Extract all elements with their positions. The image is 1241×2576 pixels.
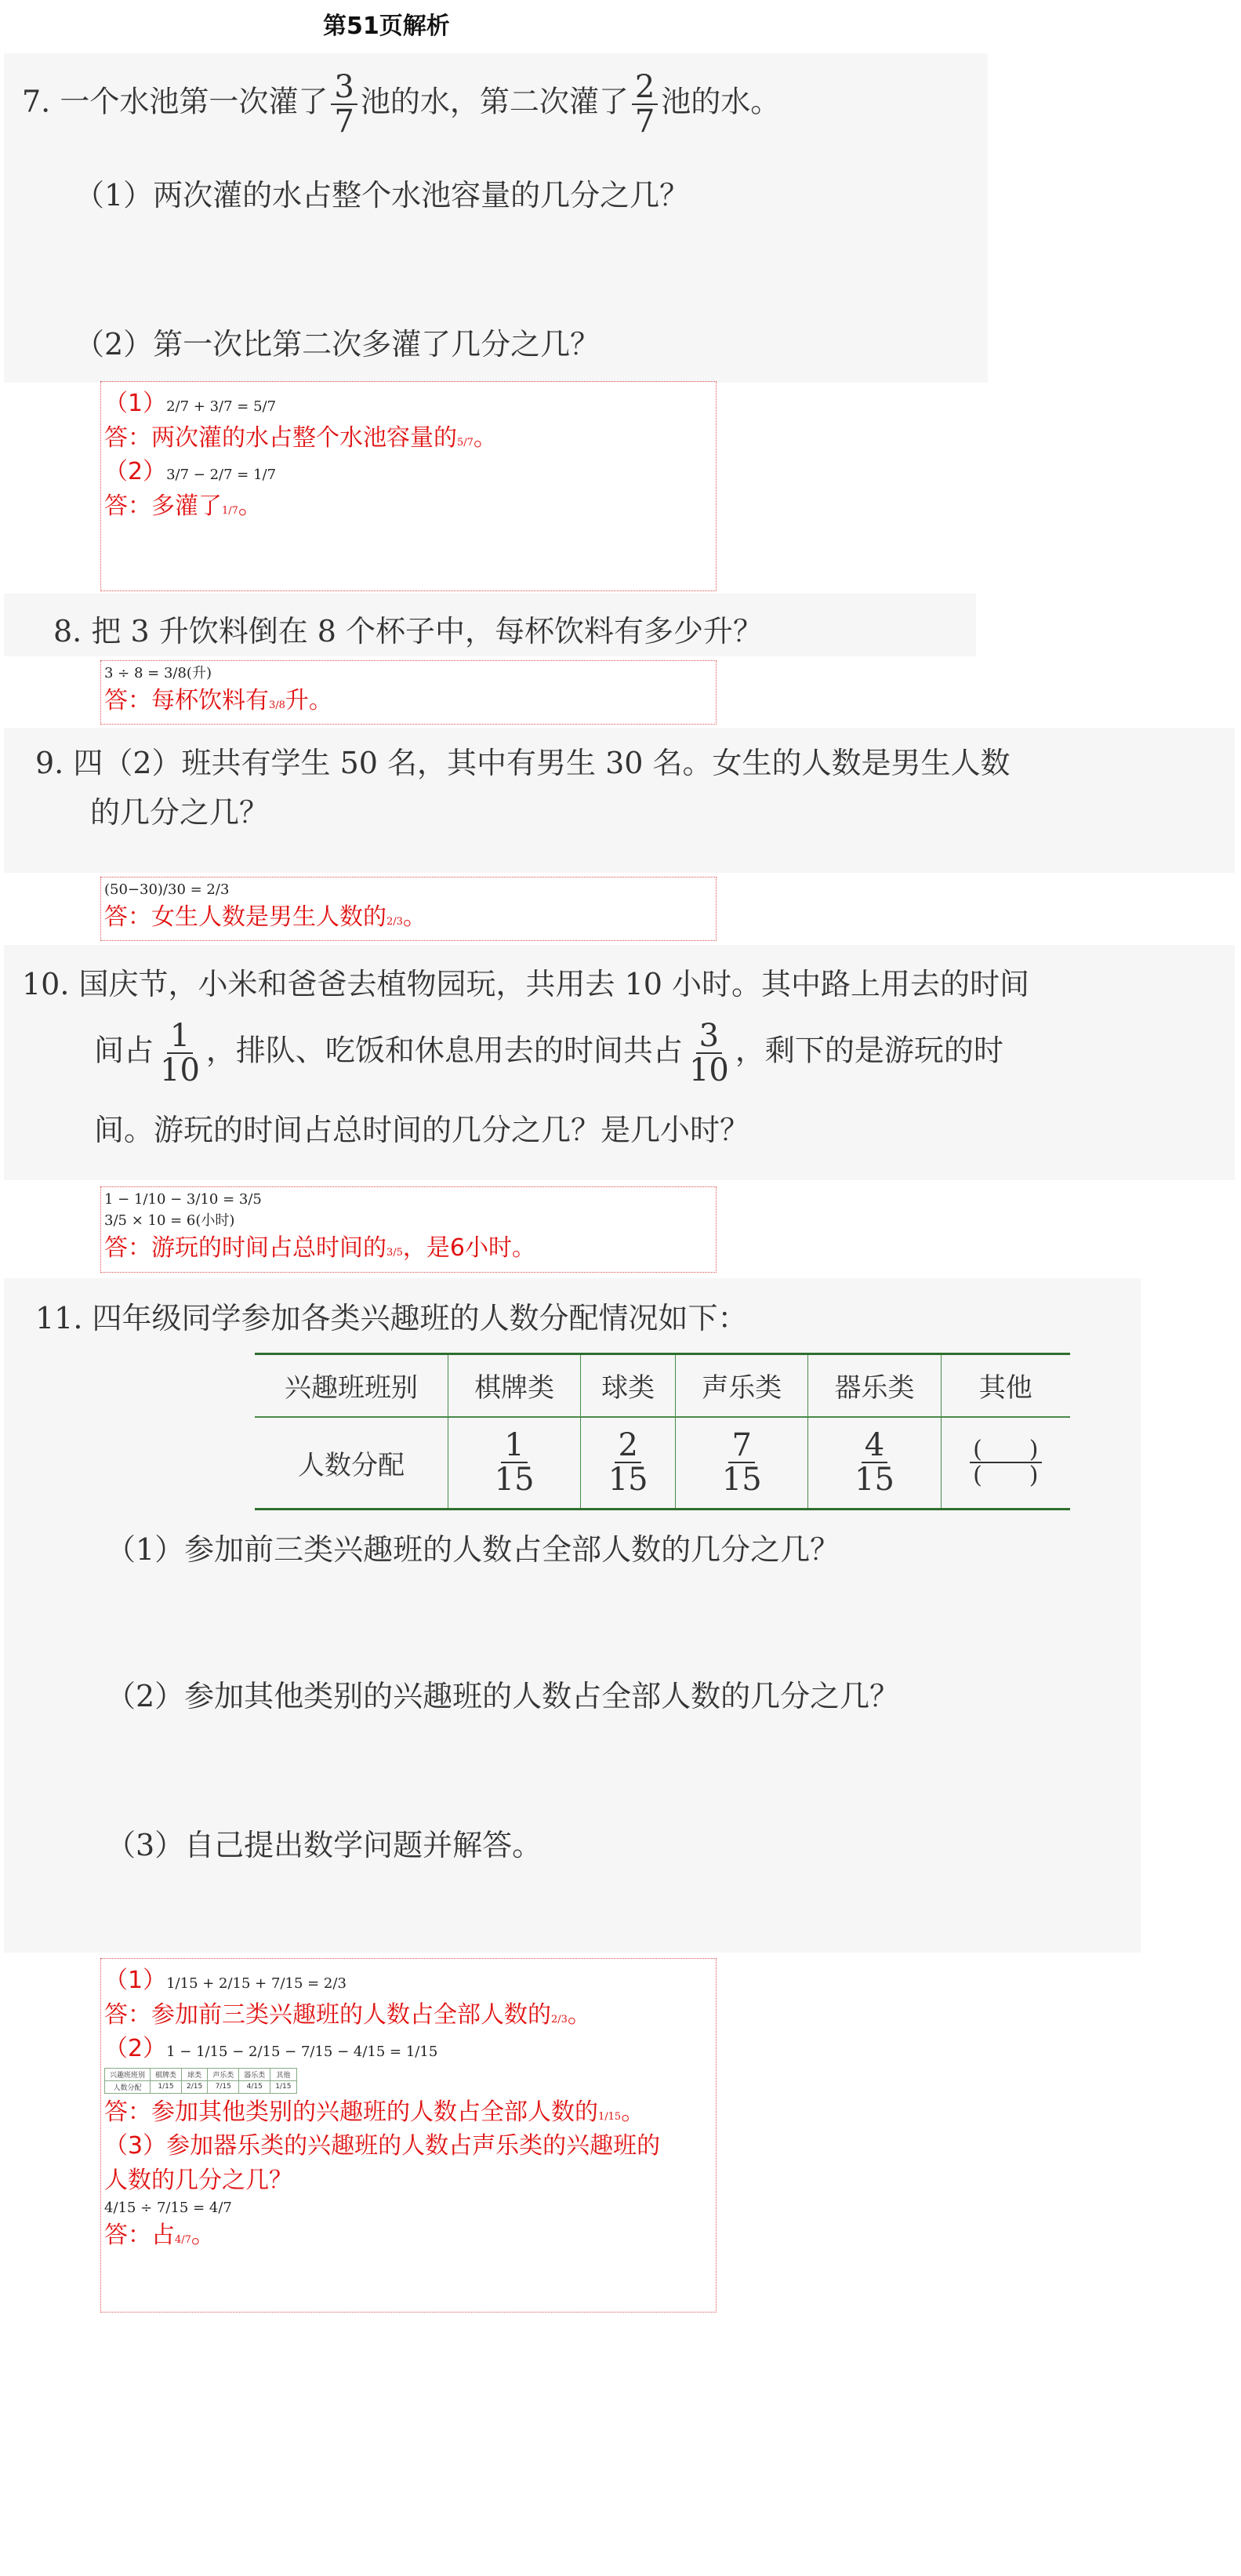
q7-stem — [22, 71, 780, 138]
q11-sub2: （2）参加其他类别的兴趣班的人数占全部人数的几分之几？ — [106, 1679, 900, 1713]
table-cell-chess: $\frac{1}{15}$ — [448, 1417, 581, 1510]
q8-answer-conclusion: 答：每杯饮料有3/8升。 — [104, 687, 332, 714]
table-cell-vocal: $\frac{7}{15}$ — [676, 1417, 808, 1510]
table-cell-ball: $\frac{2}{15}$ — [581, 1417, 676, 1510]
q11-sub3: （3）自己提出数学问题并解答。 — [106, 1828, 542, 1862]
q10-line1 — [22, 966, 1029, 1004]
q10-line3: 间。游玩的时间占总时间的几分之几？是几小时？ — [94, 1113, 750, 1147]
q7-text-c: 池的水。 — [661, 84, 781, 119]
table-cell-instrumental: $\frac{4}{15}$ — [808, 1417, 941, 1510]
q11-answer-p2-math: 1 − 1/15 − 2/15 − 7/15 − 4/15 = 1/15 — [166, 2044, 438, 2060]
table-header-vocal: 声乐类 — [676, 1354, 808, 1417]
q7-answer-p2: （2）3/7 − 2/7 = 1/7 — [104, 458, 277, 485]
q11-stem — [35, 1300, 748, 1338]
q10-number: 10. — [22, 967, 70, 1001]
q7-fraction-1: $\frac{3}{7}$ — [331, 71, 357, 138]
q11-answer-p3-conclusion: 答：占4/7。 — [104, 2222, 215, 2249]
q11-number: 11. — [35, 1301, 83, 1335]
table-header-chess: 棋牌类 — [448, 1354, 581, 1417]
table-header-instrumental: 器乐类 — [808, 1354, 941, 1417]
q11-answer-p3-question-1: （3）参加器乐类的兴趣班的人数占声乐类的兴趣班的 — [104, 2132, 661, 2160]
q9-number: 9. — [35, 746, 64, 780]
q7-fraction-2: $\frac{2}{7}$ — [632, 71, 658, 138]
q7-text-a: 一个水池第一次灌了 — [60, 84, 328, 119]
q8-answer-box — [100, 660, 717, 725]
q8-number: 8. — [53, 614, 82, 649]
q10-line2: 间占 $\frac{1}{10}$ ，排队、吃饭和休息用去的时间共占 $\frac{3}{10}$ ，剩下的是游玩的时 — [94, 1018, 1003, 1088]
q7-number: 7. — [22, 84, 51, 119]
table-header-other: 其他 — [941, 1354, 1070, 1417]
q9-answer-math: (50−30)/30 = 2/3 — [104, 881, 230, 898]
q10-answer-math-2: 3/5 × 10 = 6(小时) — [104, 1212, 235, 1229]
q11-interest-table — [255, 1353, 1070, 1510]
q10-fraction-2: $\frac{3}{10}$ — [688, 1018, 729, 1088]
q8-text: 把 3 升饮料倒在 8 个杯子中，每杯饮料有多少升？ — [91, 614, 764, 649]
table-row-label: 人数分配 — [255, 1417, 448, 1510]
q9-answer-box — [100, 877, 717, 941]
q7-sub2: （2）第一次比第二次多灌了几分之几？ — [74, 327, 601, 362]
q10-answer-box — [100, 1186, 717, 1273]
q8-answer-math: 3 ÷ 8 = 3/8(升) — [104, 665, 212, 681]
q10-fraction-1: $\frac{1}{10}$ — [160, 1018, 200, 1088]
q9-line1 — [35, 745, 1011, 783]
q11-answer-p2-conclusion: 答：参加其他类别的兴趣班的人数占全部人数的1/15。 — [104, 2098, 645, 2126]
q11-answer-p1: （1）1/15 + 2/15 + 7/15 = 2/3 — [104, 1967, 347, 1994]
q11-answer-p1-math: 1/15 + 2/15 + 7/15 = 2/3 — [166, 1975, 347, 1992]
q11-answer-p2: （2）1 − 1/15 − 2/15 − 7/15 − 4/15 = 1/15 — [104, 2035, 438, 2062]
q10-text-1: 国庆节，小米和爸爸去植物园玩，共用去 10 小时。其中路上用去的时间 — [78, 967, 1030, 1001]
q11-text: 四年级同学参加各类兴趣班的人数分配情况如下： — [92, 1301, 748, 1335]
q10-answer-math-1: 1 − 1/10 − 3/10 = 3/5 — [104, 1191, 262, 1208]
table-header-category: 兴趣班班别 — [255, 1354, 448, 1417]
q9-text-1: 四（2）班共有学生 50 名，其中有男生 30 名。女生的人数是男生人数 — [73, 746, 1011, 780]
q11-answer-p3-question-2: 人数的几分之几？ — [104, 2166, 292, 2194]
q7-answer-p1-conclusion: 答：两次灌的水占整个水池容量的5/7。 — [104, 423, 497, 452]
q11-answer-p3-math: 4/15 ÷ 7/15 = 4/7 — [104, 2200, 232, 2216]
page-title: 第51页解析 — [323, 13, 450, 40]
q7-answer-p1: （1）2/7 + 3/7 = 5/7 — [104, 390, 277, 417]
q7-sub1: （1）两次灌的水占整个水池容量的几分之几？ — [74, 178, 690, 213]
q7-answer-p2-math: 3/7 − 2/7 = 1/7 — [166, 467, 277, 483]
q8-stem — [53, 613, 763, 651]
q7-text-b: 池的水，第二次灌了 — [360, 84, 629, 119]
q9-line2: 的几分之几？ — [90, 795, 270, 830]
q11-answer-p1-conclusion: 答：参加前三类兴趣班的人数占全部人数的2/3。 — [104, 2000, 591, 2029]
q7-answer-p2-conclusion: 答：多灌了1/7。 — [104, 492, 262, 520]
q7-answer-p1-math: 2/7 + 3/7 = 5/7 — [166, 398, 277, 415]
q9-answer-conclusion: 答：女生人数是男生人数的2/3。 — [104, 903, 426, 931]
table-header-ball: 球类 — [581, 1354, 676, 1417]
q10-answer-conclusion: 答：游玩的时间占总时间的3/5，是6小时。 — [104, 1234, 536, 1262]
q11-answer-box — [100, 1958, 717, 2313]
q7-answer-box — [100, 381, 717, 591]
q11-sub1: （1）参加前三类兴趣班的人数占全部人数的几分之几？ — [106, 1532, 840, 1567]
table-cell-other-blank: $\frac{( )}{( )}$ — [941, 1417, 1070, 1510]
q11-answer-mini-table: 兴趣班班别 棋牌类 球类 声乐类 器乐类 其他 人数分配 1/15 2/15 7/15 4/15 1/15 — [104, 2068, 297, 2094]
